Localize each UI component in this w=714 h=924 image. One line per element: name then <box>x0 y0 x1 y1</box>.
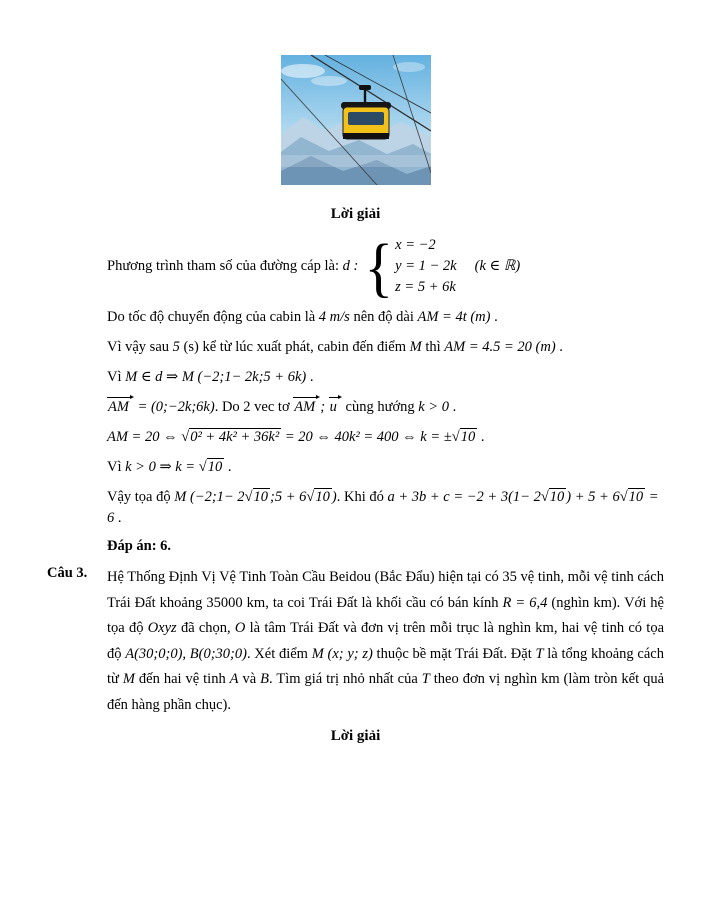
question-number: Câu 3. <box>47 565 88 581</box>
radical-sign: √ <box>306 489 315 505</box>
solution-line <box>107 307 664 328</box>
radical-sign: √ <box>244 489 253 505</box>
solution-line <box>107 487 664 529</box>
question-text <box>107 565 664 718</box>
text-segment: đã chọn, <box>176 620 235 636</box>
radical-sign: √ <box>198 459 207 475</box>
parametric-equation-line <box>107 230 664 303</box>
text-segment: AM = 4.5 = 20 (m) <box>444 339 556 355</box>
text-segment: đến hai vệ tinh <box>134 671 230 687</box>
text-segment: . Tìm giá trị nhỏ nhất của <box>269 671 422 687</box>
text-segment: AM = 4t (m) <box>417 309 491 325</box>
equation-system <box>395 235 456 298</box>
sqrt-expression <box>306 488 331 505</box>
radicand: 0² + 4k² + 36k² <box>190 429 280 445</box>
text-segment: = 20 ⇔ 40k² = 400 ⇔ k = ± <box>281 429 452 445</box>
radicand: 10 <box>628 489 644 505</box>
text-segment: . <box>555 339 563 355</box>
left-brace: { <box>364 230 394 303</box>
text-segment: d : <box>342 258 359 274</box>
text-segment: T <box>535 645 544 662</box>
text-segment: M ∈ d ⇒ M (−2;1− 2k;5 + 6k) <box>125 369 307 385</box>
solution-line <box>107 397 664 418</box>
text-segment: Oxyz <box>147 620 177 636</box>
text-segment: (s) kể từ lúc xuất phát, cabin đến điểm <box>179 339 410 355</box>
equation-condition <box>475 258 521 275</box>
text-segment: . <box>448 399 457 415</box>
text-segment: . <box>306 369 314 385</box>
text-segment: = 6 <box>107 489 659 526</box>
text-segment: k > 0 ⇒ k = <box>125 459 199 475</box>
text-segment: M (x; y; z) <box>311 645 373 662</box>
solution-line <box>107 427 664 448</box>
text-segment: k > 0 <box>418 399 449 415</box>
text-segment: ) <box>331 489 337 505</box>
text-segment: cùng hướng <box>341 399 419 415</box>
answer-line: Đáp án: 6. <box>107 538 172 554</box>
text-segment: . <box>477 429 485 445</box>
solution-line <box>107 337 664 358</box>
text-segment: M <box>409 339 422 355</box>
sqrt-expression <box>541 488 566 505</box>
text-segment: Vậy tọa độ <box>107 489 175 505</box>
cable-car-photo <box>281 55 431 185</box>
text-segment: Phương trình tham số của đường cáp là: <box>107 258 343 274</box>
text-segment: ; <box>320 399 329 415</box>
radical-sign: √ <box>451 429 460 445</box>
text-segment: O <box>234 620 246 636</box>
radicand: 10 <box>253 489 269 505</box>
solution-line <box>107 367 664 388</box>
text-segment: (k ∈ ℝ) <box>474 258 521 274</box>
text-segment: 4 m/s <box>318 309 350 325</box>
vector-symbol: AM <box>294 399 316 415</box>
text-segment: . <box>490 309 498 325</box>
text-segment: 5 <box>172 339 180 355</box>
question-block <box>47 565 664 718</box>
text-segment: (nghìn km). Với hệ tọa độ <box>107 594 664 636</box>
text-segment: . Xét điểm <box>246 645 312 662</box>
vector-symbol: u <box>329 399 337 415</box>
text-segment: R = 6,4 <box>502 594 548 611</box>
text-segment: Vì <box>107 369 126 385</box>
section-heading: Lời giải <box>330 206 381 222</box>
radical-sign: √ <box>619 489 628 505</box>
text-segment: thuộc bề mặt Trái Đất. Đặt <box>372 645 536 662</box>
sqrt-expression <box>620 488 645 505</box>
text-segment: Hệ Thống Định Vị Vệ Tinh Toàn Cầu Beidou (Bắc Đẩu) hiện tại có 35 vệ tinh, mỗi vệ tinh cách Trái Đất khoảng 35000 km, ta coi Trái Đất là khối cầu có bán kính <box>107 569 664 611</box>
text-segment: ;5 + 6 <box>270 489 307 505</box>
equation-line: z = 5 + 6k <box>395 279 456 295</box>
text-segment: là tâm Trái Đất và đơn vị trên mỗi trục là nghìn km, hai vệ tinh có tọa độ <box>107 620 664 662</box>
text-segment: Do tốc độ chuyển động của cabin là <box>107 309 319 325</box>
text-segment: Vì <box>107 459 126 475</box>
section-heading: Lời giải <box>330 728 381 744</box>
sqrt-expression <box>452 428 477 445</box>
document-body <box>47 206 664 745</box>
equation-line: x = −2 <box>395 237 436 253</box>
text-segment: M <box>122 671 135 687</box>
text-segment: B <box>260 671 270 687</box>
text-segment: M (−2;1− 2 <box>174 489 245 505</box>
text-segment: T <box>421 671 430 687</box>
text-segment: là tổng khoảng cách từ <box>107 645 664 687</box>
equation-line: y = 1 − 2k <box>395 258 457 274</box>
radical-sign: √ <box>181 429 190 445</box>
sqrt-expression <box>181 428 281 445</box>
text-segment: . <box>224 459 232 475</box>
text-segment: theo đơn vị nghìn km (làm tròn kết quả đến hàng phần chục). <box>107 671 665 713</box>
text-segment: . Do 2 vec tơ <box>214 399 294 415</box>
text-segment: . <box>114 510 122 526</box>
equation-lead <box>107 256 358 277</box>
radical-sign: √ <box>540 489 549 505</box>
text-segment: A(30;0;0), B(0;30;0) <box>125 645 247 662</box>
sqrt-expression <box>245 488 270 505</box>
text-segment: Vì vậy sau <box>107 339 173 355</box>
text-segment: A <box>229 671 239 687</box>
text-segment: và <box>238 671 261 687</box>
text-segment: . Khi đó <box>336 489 388 505</box>
text-segment: = (0;−2k;6k) <box>133 399 215 415</box>
solution-line <box>107 457 664 478</box>
radicand: 10 <box>460 429 476 445</box>
figure-wrap <box>47 55 664 190</box>
sqrt-expression <box>199 458 224 475</box>
radicand: 10 <box>315 489 330 505</box>
text-segment: nên độ dài <box>349 309 418 325</box>
text-segment: a + 3b + c = −2 + 3(1− 2 <box>387 489 541 505</box>
text-segment: thì <box>421 339 445 355</box>
radicand: 10 <box>549 489 565 505</box>
radicand: 10 <box>207 459 223 475</box>
text-segment: AM = 20 ⇔ <box>107 429 182 445</box>
vector-symbol: AM <box>108 399 129 415</box>
text-segment: ) + 5 + 6 <box>566 489 620 505</box>
